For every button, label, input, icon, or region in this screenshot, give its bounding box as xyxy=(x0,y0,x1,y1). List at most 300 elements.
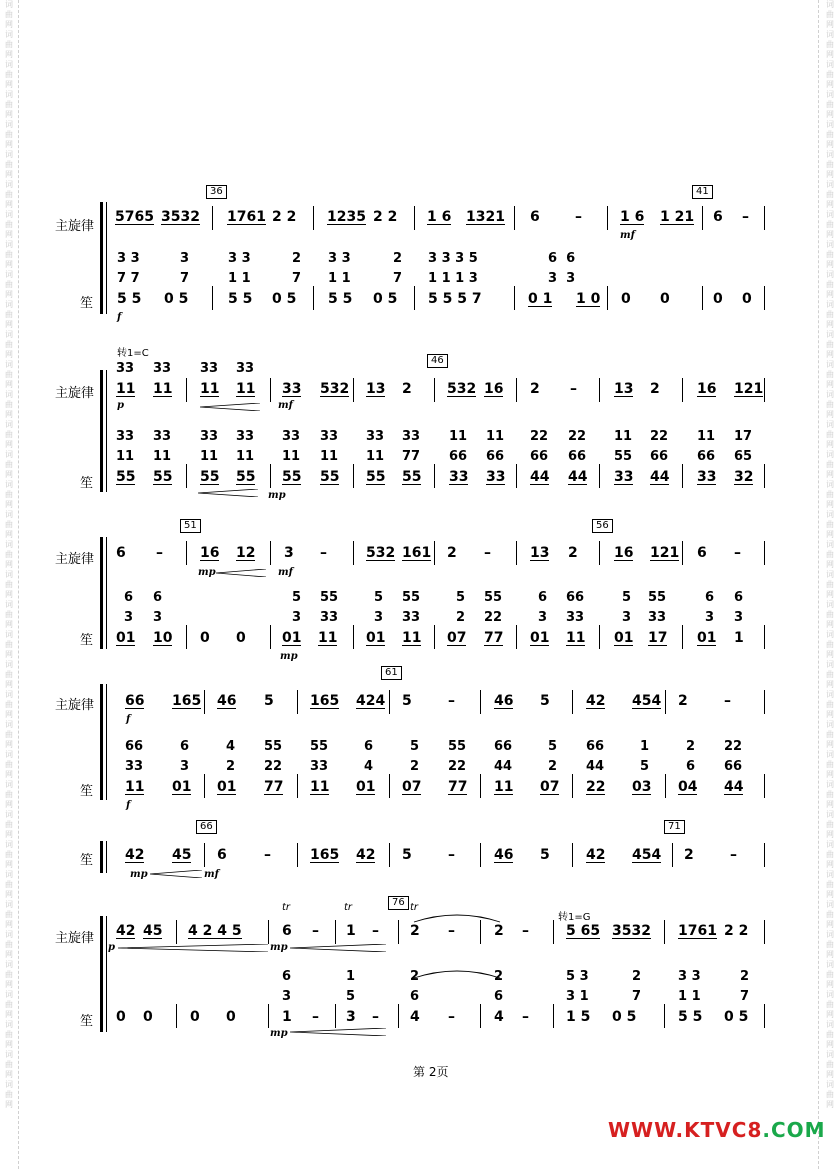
part-label-sheng: 笙 xyxy=(80,296,94,311)
chord-note: 33 xyxy=(125,759,144,774)
dynamic-mf: mf xyxy=(278,400,293,411)
chord-note: 3 xyxy=(180,759,190,774)
note: 0 xyxy=(190,1009,200,1025)
note: – xyxy=(312,923,319,939)
note: 55 xyxy=(116,469,136,485)
chord-note: 7 xyxy=(292,271,302,286)
barline xyxy=(607,206,608,230)
chord-note: 6 6 xyxy=(548,251,576,266)
note: – xyxy=(448,693,455,709)
note: 42 xyxy=(586,693,606,709)
note: – xyxy=(264,847,271,863)
note: – xyxy=(730,847,737,863)
chord-note: 3 xyxy=(124,610,134,625)
chord-note: 7 xyxy=(740,989,750,1004)
note: 33 xyxy=(486,469,506,485)
barline xyxy=(335,1004,336,1028)
chord-note: 66 xyxy=(650,449,669,464)
note: 5765 xyxy=(115,209,154,225)
chord-note: 2 xyxy=(686,739,696,754)
barline xyxy=(599,541,600,565)
note: – xyxy=(448,1009,455,1025)
chord-note: 1 1 xyxy=(678,989,701,1004)
barline xyxy=(398,1004,399,1028)
note: 5 65 xyxy=(566,923,601,939)
crescendo-hairpin xyxy=(200,403,260,411)
note: 0 5 xyxy=(272,291,297,307)
barline xyxy=(389,774,390,798)
chord-note: 3 xyxy=(374,610,384,625)
barline xyxy=(682,541,683,565)
chord-note: 4 xyxy=(226,739,236,754)
barline xyxy=(764,774,765,798)
note: 42 xyxy=(586,847,606,863)
chord-note: 2 xyxy=(410,969,420,984)
page-number: 第 2页 xyxy=(413,1065,449,1079)
system-brace xyxy=(100,684,103,800)
chord-note: 55 xyxy=(648,590,667,605)
note: 11 xyxy=(318,630,338,646)
chord-note: 3 xyxy=(538,610,548,625)
dynamic-p: p xyxy=(108,942,115,953)
chord-note: 55 xyxy=(310,739,329,754)
barline xyxy=(204,843,205,867)
chord-note: 11 xyxy=(697,429,716,444)
note: – xyxy=(570,381,577,397)
barline xyxy=(353,378,354,402)
note: – xyxy=(312,1009,319,1025)
note: – xyxy=(372,1009,379,1025)
chord-note: 1 1 xyxy=(228,271,251,286)
note: 6 xyxy=(713,209,723,225)
barline xyxy=(434,378,435,402)
left-margin-line xyxy=(18,0,19,1169)
note: 01 xyxy=(366,630,386,646)
note: 0 xyxy=(143,1009,153,1025)
note: 0 5 xyxy=(164,291,189,307)
note: 165 xyxy=(310,693,340,709)
note: – xyxy=(522,923,529,939)
note: 1761 xyxy=(227,209,266,225)
note: 55 xyxy=(402,469,422,485)
barline xyxy=(212,206,213,230)
dynamic-mf: mf xyxy=(620,230,635,241)
rehearsal-71: 71 xyxy=(664,820,685,834)
chord-note: 11 xyxy=(320,449,339,464)
note: 07 xyxy=(402,779,422,795)
note: 45 xyxy=(143,923,163,939)
chord-note: 3 3 3 5 xyxy=(428,251,478,266)
note: 6 xyxy=(697,545,707,561)
chord-note: 33 xyxy=(366,429,385,444)
note: – xyxy=(156,545,163,561)
side-watermark-right: 词曲网词曲网词曲网词曲网词曲网词曲网词曲网词曲网词曲网词曲网词曲网词曲网词曲网词曲网词曲网词曲网词曲网词曲网词曲网词曲网词曲网词曲网词曲网词曲网词曲网词曲网词曲网词曲网词曲网词曲网词曲网词曲网词曲网词曲网词曲网词曲网词曲网 xyxy=(826,0,834,1109)
system-brace-line xyxy=(106,916,107,1032)
note: 55 xyxy=(236,469,256,485)
barline xyxy=(353,464,354,488)
dynamic-mp: mp xyxy=(268,490,286,501)
part-label-melody: 主旋律 xyxy=(55,552,95,567)
note: 13 xyxy=(366,381,386,397)
system-brace xyxy=(100,916,103,1032)
note: 0 5 xyxy=(612,1009,637,1025)
chord-note: 33 xyxy=(153,429,172,444)
chord-note: 3 3 xyxy=(548,271,576,286)
note: 1 21 xyxy=(660,209,695,225)
barline xyxy=(297,843,298,867)
barline xyxy=(297,690,298,714)
note: 17 xyxy=(648,630,668,646)
note: 5 xyxy=(540,847,550,863)
dynamic-mf: mf xyxy=(278,567,293,578)
note: 0 5 xyxy=(373,291,398,307)
crescendo-hairpin xyxy=(150,870,202,878)
note: 165 xyxy=(310,847,340,863)
part-label-sheng: 笙 xyxy=(80,853,94,868)
dynamic-mp: mp xyxy=(270,1028,288,1039)
note: 532 xyxy=(366,545,396,561)
chord-note: 66 xyxy=(486,449,505,464)
barline xyxy=(764,690,765,714)
chord-note: 4 xyxy=(364,759,374,774)
barline xyxy=(270,625,271,649)
barline xyxy=(516,625,517,649)
rehearsal-76: 76 xyxy=(388,896,409,910)
barline xyxy=(186,541,187,565)
chord-note: 22 xyxy=(650,429,669,444)
chord-note: 3 3 xyxy=(228,251,251,266)
chord-note: 33 xyxy=(566,610,585,625)
note: 6 xyxy=(116,545,126,561)
chord-note: 33 xyxy=(320,610,339,625)
note: 0 xyxy=(621,291,631,307)
note: 33 xyxy=(282,381,302,397)
note: – xyxy=(320,545,327,561)
barline xyxy=(313,206,314,230)
note: 5 5 xyxy=(228,291,253,307)
note: 46 xyxy=(494,693,514,709)
note: 07 xyxy=(540,779,560,795)
note: – xyxy=(448,847,455,863)
barline xyxy=(480,690,481,714)
system-brace-line xyxy=(106,202,107,314)
chord-note: 22 xyxy=(568,429,587,444)
chord-note: 33 xyxy=(236,429,255,444)
system-brace-line xyxy=(106,841,107,873)
barline xyxy=(682,464,683,488)
chord-note: 5 xyxy=(548,739,558,754)
barline xyxy=(572,690,573,714)
note: 2 xyxy=(530,381,540,397)
barline xyxy=(186,464,187,488)
note: 165 xyxy=(172,693,202,709)
note: 5 xyxy=(402,847,412,863)
barline xyxy=(516,378,517,402)
part-label-melody: 主旋律 xyxy=(55,931,95,946)
chord-note: 11 xyxy=(236,449,255,464)
dynamic-mp: mp xyxy=(130,869,148,880)
barline xyxy=(764,541,765,565)
crescendo-hairpin xyxy=(118,944,268,952)
barline xyxy=(414,286,415,310)
trill-mark: tr xyxy=(282,902,291,913)
note: 11 xyxy=(402,630,422,646)
note: 2 xyxy=(494,923,504,939)
note: 2 xyxy=(650,381,660,397)
chord-note: 11 xyxy=(366,449,385,464)
note: 2 2 xyxy=(724,923,749,939)
barline xyxy=(434,625,435,649)
chord-note: 55 xyxy=(484,590,503,605)
dynamic-f: f xyxy=(117,312,122,323)
note: 45 xyxy=(172,847,192,863)
crescendo-hairpin xyxy=(216,569,266,577)
chord-note: 2 xyxy=(292,251,302,266)
barline xyxy=(514,206,515,230)
rehearsal-61: 61 xyxy=(381,666,402,680)
barline xyxy=(176,920,177,944)
note: 3 xyxy=(346,1009,356,1025)
barline xyxy=(764,843,765,867)
note: 5 5 xyxy=(328,291,353,307)
chord-note: 11 xyxy=(116,449,135,464)
barline xyxy=(599,378,600,402)
chord-note: 11 xyxy=(153,449,172,464)
note: 0 5 xyxy=(724,1009,749,1025)
note: 46 xyxy=(217,693,237,709)
note: 13 xyxy=(530,545,550,561)
dynamic-mp: mp xyxy=(270,942,288,953)
barline xyxy=(270,541,271,565)
note: 10 xyxy=(153,630,173,646)
chord-note: 33 xyxy=(200,361,219,376)
chord-note: 33 xyxy=(310,759,329,774)
barline xyxy=(764,464,765,488)
chord-note: 66 xyxy=(697,449,716,464)
chord-note: 66 xyxy=(586,739,605,754)
note: 6 xyxy=(217,847,227,863)
note: 55 xyxy=(366,469,386,485)
chord-note: 33 xyxy=(153,361,172,376)
note: 2 xyxy=(447,545,457,561)
chord-note: 33 xyxy=(116,429,135,444)
chord-note: 17 xyxy=(734,429,753,444)
barline xyxy=(702,286,703,310)
barline xyxy=(764,286,765,310)
note: – xyxy=(575,209,582,225)
barline xyxy=(186,378,187,402)
chord-note: 66 xyxy=(125,739,144,754)
note: 0 xyxy=(742,291,752,307)
barline xyxy=(335,920,336,944)
chord-note: 7 7 xyxy=(117,271,140,286)
barline xyxy=(599,625,600,649)
chord-note: 55 xyxy=(614,449,633,464)
note: 77 xyxy=(484,630,504,646)
barline xyxy=(665,690,666,714)
note: 2 2 xyxy=(373,209,398,225)
note: 03 xyxy=(632,779,652,795)
barline xyxy=(764,378,765,402)
barline xyxy=(204,690,205,714)
note: 1 xyxy=(734,630,744,646)
note: 5 5 xyxy=(117,291,142,307)
rehearsal-41: 41 xyxy=(692,185,713,199)
chord-note: 5 xyxy=(622,590,632,605)
part-label-melody: 主旋律 xyxy=(55,386,95,401)
barline xyxy=(682,625,683,649)
chord-note: 55 xyxy=(402,590,421,605)
site-logo[interactable] xyxy=(608,1118,826,1142)
barline xyxy=(764,920,765,944)
note: 07 xyxy=(447,630,467,646)
chord-note: 3 xyxy=(292,610,302,625)
barline xyxy=(353,541,354,565)
chord-note: 2 xyxy=(410,759,420,774)
dynamic-f: f xyxy=(126,714,131,725)
note: 01 xyxy=(356,779,376,795)
logo-prefix: WWW. xyxy=(608,1118,685,1142)
chord-note: 6 xyxy=(410,989,420,1004)
note: – xyxy=(372,923,379,939)
barline xyxy=(186,625,187,649)
chord-note: 33 xyxy=(402,429,421,444)
barline xyxy=(297,774,298,798)
barline xyxy=(480,774,481,798)
part-label-melody: 主旋律 xyxy=(55,219,95,234)
chord-note: 1 xyxy=(346,969,356,984)
chord-note: 3 3 xyxy=(328,251,351,266)
note: 77 xyxy=(448,779,468,795)
rehearsal-66: 66 xyxy=(196,820,217,834)
chord-note: 22 xyxy=(264,759,283,774)
chord-note: 2 xyxy=(632,969,642,984)
tie-arc xyxy=(412,912,502,924)
note: 11 xyxy=(200,381,220,397)
system-brace xyxy=(100,841,103,873)
note: 16 xyxy=(484,381,504,397)
chord-note: 6 xyxy=(705,590,715,605)
barline xyxy=(514,286,515,310)
note: 11 xyxy=(116,381,136,397)
note: 32 xyxy=(734,469,754,485)
note: 01 xyxy=(282,630,302,646)
note: 11 xyxy=(494,779,514,795)
chord-note: 7 xyxy=(393,271,403,286)
key-change-g: 转1=G xyxy=(558,912,591,923)
note: 5 5 xyxy=(678,1009,703,1025)
chord-note: 11 xyxy=(200,449,219,464)
chord-note: 33 xyxy=(320,429,339,444)
barline xyxy=(268,920,269,944)
note: 33 xyxy=(449,469,469,485)
system-brace-line xyxy=(106,370,107,492)
note: – xyxy=(448,923,455,939)
chord-note: 44 xyxy=(586,759,605,774)
chord-note: 5 3 xyxy=(566,969,589,984)
chord-note: 44 xyxy=(494,759,513,774)
chord-note: 5 xyxy=(456,590,466,605)
dynamic-f: f xyxy=(126,800,131,811)
note: 1 0 xyxy=(576,291,601,307)
barline xyxy=(553,920,554,944)
chord-note: 1 xyxy=(640,739,650,754)
chord-note: 55 xyxy=(264,739,283,754)
chord-note: 2 xyxy=(548,759,558,774)
chord-note: 11 xyxy=(282,449,301,464)
note: 44 xyxy=(530,469,550,485)
dynamic-mf: mf xyxy=(204,869,219,880)
chord-note: 77 xyxy=(402,449,421,464)
note: 01 xyxy=(697,630,717,646)
barline xyxy=(764,206,765,230)
barline xyxy=(268,1004,269,1028)
note: 55 xyxy=(200,469,220,485)
chord-note: 2 xyxy=(393,251,403,266)
logo-suffix: .COM xyxy=(762,1118,826,1142)
note: 6 xyxy=(530,209,540,225)
note: 42 xyxy=(116,923,136,939)
barline xyxy=(599,464,600,488)
barline xyxy=(682,378,683,402)
chord-note: 65 xyxy=(734,449,753,464)
chord-note: 2 xyxy=(494,969,504,984)
note: 5 xyxy=(402,693,412,709)
note: 42 xyxy=(125,847,145,863)
tie-arc xyxy=(412,968,502,980)
rehearsal-56: 56 xyxy=(592,519,613,533)
chord-note: 66 xyxy=(449,449,468,464)
part-label-melody: 主旋律 xyxy=(55,698,95,713)
note: 11 xyxy=(236,381,256,397)
note: 11 xyxy=(310,779,330,795)
barline xyxy=(702,206,703,230)
note: 2 xyxy=(684,847,694,863)
system-brace xyxy=(100,202,103,314)
note: 1 xyxy=(346,923,356,939)
chord-note: 6 xyxy=(538,590,548,605)
chord-note: 3 xyxy=(282,989,292,1004)
dynamic-p: p xyxy=(117,400,124,411)
barline xyxy=(480,1004,481,1028)
barline xyxy=(672,843,673,867)
note: 424 xyxy=(356,693,386,709)
chord-note: 3 xyxy=(153,610,163,625)
note: 44 xyxy=(568,469,588,485)
note: 0 xyxy=(713,291,723,307)
note: 12 xyxy=(236,545,256,561)
note: 1761 xyxy=(678,923,717,939)
note: 01 xyxy=(116,630,136,646)
chord-note: 2 xyxy=(740,969,750,984)
barline xyxy=(270,464,271,488)
chord-note: 2 xyxy=(226,759,236,774)
rehearsal-46: 46 xyxy=(427,354,448,368)
chord-note: 7 xyxy=(632,989,642,1004)
note: 2 xyxy=(402,381,412,397)
barline xyxy=(204,774,205,798)
barline xyxy=(389,690,390,714)
chord-note: 6 xyxy=(153,590,163,605)
note: 1 xyxy=(282,1009,292,1025)
chord-note: 1 1 1 3 xyxy=(428,271,478,286)
barline xyxy=(176,1004,177,1028)
chord-note: 22 xyxy=(448,759,467,774)
part-label-sheng: 笙 xyxy=(80,1014,94,1029)
chord-note: 33 xyxy=(282,429,301,444)
chord-note: 66 xyxy=(568,449,587,464)
note: 454 xyxy=(632,693,662,709)
